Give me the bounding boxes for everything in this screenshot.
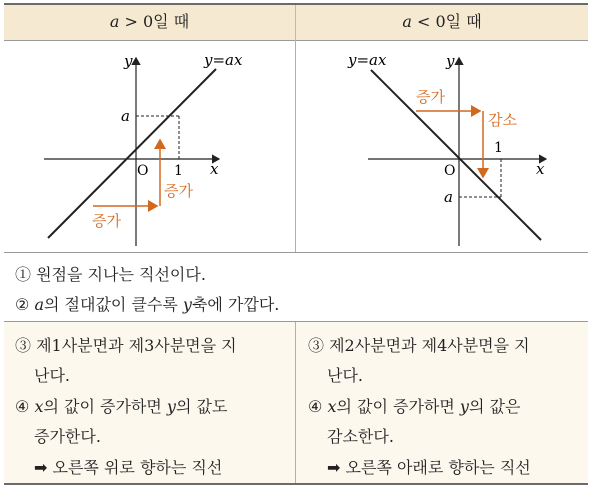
right-y-label: y <box>446 52 455 70</box>
right-item-4-mid: 의 값이 증가하면 <box>336 397 460 416</box>
left-y-label: y <box>124 52 133 70</box>
graph-bottom-border <box>4 252 588 253</box>
right-item-3-line2: 난다. <box>327 366 363 385</box>
right-item-4-var: x <box>327 397 337 416</box>
left-a-label: a <box>121 107 130 125</box>
header-positive-a <box>4 3 295 40</box>
concept-table <box>4 3 588 485</box>
right-item-4-var2: y <box>459 397 469 416</box>
right-item-4-line1: ④ x의 값이 증가하면 y의 값은 <box>308 397 521 416</box>
left-item-4-line2: 증가한다. <box>34 427 101 446</box>
common-item-2-axis: y <box>182 295 192 314</box>
common-item-2-var: a <box>34 295 44 314</box>
left-item-3-line1: ③ 제1사분면과 제3사분면을 지 <box>15 336 237 355</box>
right-a-label: a <box>444 188 453 206</box>
left-x-label: x <box>210 160 219 178</box>
right-item-4-end: 의 값은 <box>468 397 521 416</box>
properties-divider <box>295 322 296 485</box>
header-right-text: < 0일 때 <box>411 12 482 31</box>
right-graph <box>296 40 588 252</box>
right-origin-label: O <box>444 163 456 179</box>
header-negative-a <box>296 3 588 40</box>
top-border <box>4 3 588 5</box>
header-left-text: > 0일 때 <box>119 12 190 31</box>
left-line-y-ax <box>48 69 216 238</box>
left-item-3-line2: 난다. <box>34 366 70 385</box>
left-item-4-end: 의 값도 <box>175 397 228 416</box>
right-increase-label-x: 증가 <box>416 88 445 106</box>
right-one-label: 1 <box>494 140 503 156</box>
common-item-2-mid: 의 절대값이 클수록 <box>43 295 183 314</box>
common-item-2: ② a의 절대값이 클수록 y축에 가깝다. <box>15 295 280 314</box>
left-item-4-var2: y <box>166 397 176 416</box>
right-x-label: x <box>536 160 545 178</box>
right-item-4-line2: 감소한다. <box>327 427 394 446</box>
left-item-4-line1: ④ x의 값이 증가하면 y의 값도 <box>15 397 228 416</box>
right-item-3-line1: ③ 제2사분면과 제4사분면을 지 <box>308 336 530 355</box>
left-origin-label: O <box>137 163 149 179</box>
common-item-1: ① 원점을 지나는 직선이다. <box>15 265 206 284</box>
right-conclusion: ➡ 오른쪽 아래로 향하는 직선 <box>327 458 531 477</box>
right-line-y-ax <box>371 70 541 240</box>
header-left-var: a <box>109 12 120 31</box>
left-item-4-mid: 의 값이 증가하면 <box>43 397 167 416</box>
left-one-label: 1 <box>174 163 183 179</box>
bottom-border <box>4 483 588 485</box>
header-right-var: a <box>402 12 412 31</box>
left-graph <box>4 40 295 252</box>
left-increase-label-x: 증가 <box>92 212 121 230</box>
right-line-label: y=ax <box>348 51 387 69</box>
left-item-4-var: x <box>34 397 44 416</box>
right-decrease-label-y: 감소 <box>488 111 517 129</box>
left-line-label: y=ax <box>204 51 243 69</box>
left-conclusion: ➡ 오른쪽 위로 향하는 직선 <box>34 458 223 477</box>
left-increase-label-y: 증가 <box>164 182 193 200</box>
common-item-2-end: 축에 가깝다. <box>191 295 280 314</box>
